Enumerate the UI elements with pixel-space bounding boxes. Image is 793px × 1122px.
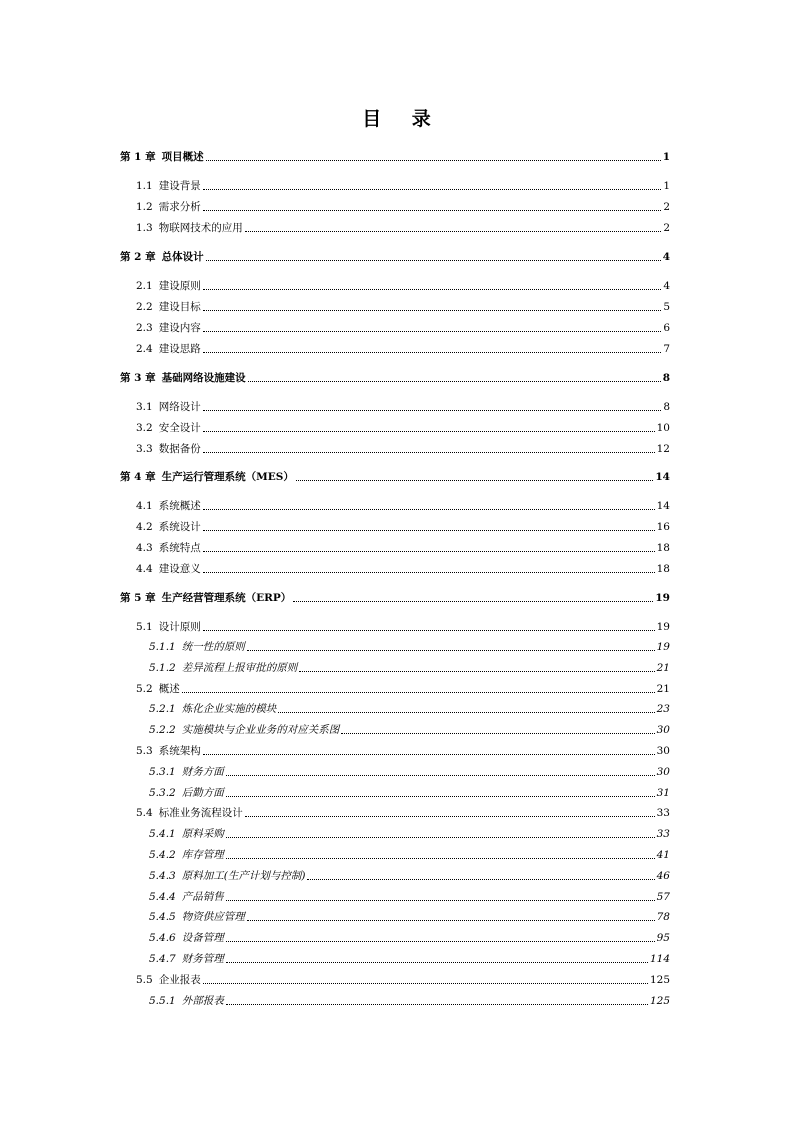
dot-leader: [245, 816, 655, 817]
toc-entry-title: 基础网络设施建设: [161, 372, 246, 384]
toc-entry-page: 14: [655, 471, 670, 483]
toc-entry-page: 18: [656, 542, 670, 554]
toc-entry-number: 1.2: [136, 201, 153, 213]
dot-leader: [203, 289, 662, 290]
toc-entry-number: 5.1.2: [149, 662, 176, 674]
toc-entry[interactable]: [136, 520, 670, 534]
toc-entry-title: 原料采购: [181, 828, 224, 840]
toc-entry-number: 第 3 章: [120, 372, 156, 384]
toc-entry-number: 4.2: [136, 521, 153, 533]
toc-entry-title: 建设目标: [158, 301, 201, 313]
toc-entry-title: 建设内容: [158, 322, 201, 334]
toc-entry[interactable]: [136, 806, 670, 820]
dot-leader: [247, 920, 655, 921]
dot-leader: [203, 509, 655, 510]
toc-entry-page: 78: [656, 911, 670, 923]
dot-leader: [203, 431, 655, 432]
toc-entry-number: 5.3: [136, 745, 153, 757]
toc-entry-title: 财务方面: [181, 766, 224, 778]
dot-leader: [203, 331, 662, 332]
toc-entry[interactable]: [149, 723, 670, 737]
toc-entry-title: 设计原则: [158, 621, 201, 633]
toc-entry-title: 后勤方面: [181, 787, 224, 799]
toc-entry-number: 2.2: [136, 301, 153, 313]
toc-entry-number: 第 4 章: [120, 471, 156, 483]
dot-leader: [203, 189, 662, 190]
toc-entry-title: 生产运行管理系统（MES）: [161, 471, 294, 483]
toc-entry-page: 7: [663, 343, 670, 355]
toc-entry-number: 5.4.2: [149, 849, 176, 861]
toc-entry[interactable]: [136, 744, 670, 758]
toc-entry[interactable]: [149, 786, 670, 800]
toc-entry-page: 23: [656, 703, 670, 715]
dot-leader: [182, 692, 655, 693]
toc-entry-page: 30: [656, 724, 670, 736]
toc-entry-title: 系统设计: [158, 521, 201, 533]
toc-entry-title: 系统概述: [158, 500, 201, 512]
toc-entry-title: 外部报表: [181, 995, 224, 1007]
toc-entry-page: 30: [656, 745, 670, 757]
toc-entry-title: 建设原则: [158, 280, 201, 292]
dot-leader: [226, 962, 648, 963]
toc-entry-number: 5.1.1: [149, 641, 176, 653]
dot-leader: [203, 452, 655, 453]
dot-leader: [245, 231, 662, 232]
toc-entry-page: 57: [656, 891, 670, 903]
toc-entry-page: 95: [656, 932, 670, 944]
toc-entry[interactable]: [136, 620, 670, 634]
toc-entry[interactable]: [149, 869, 670, 883]
toc-entry-title: 需求分析: [158, 201, 201, 213]
toc-entry[interactable]: [136, 179, 670, 193]
toc-entry-page: 6: [663, 322, 670, 334]
toc-entry-number: 1.3: [136, 222, 153, 234]
dot-leader: [307, 879, 654, 880]
toc-entry-title: 建设意义: [158, 563, 201, 575]
toc-entry-page: 4: [662, 251, 670, 263]
toc-entry[interactable]: [136, 300, 670, 314]
toc-entry-number: 4.3: [136, 542, 153, 554]
toc-entry-title: 总体设计: [161, 251, 204, 263]
dot-leader: [203, 352, 662, 353]
toc-entry[interactable]: [149, 702, 670, 716]
toc-entry-number: 5.3.1: [149, 766, 176, 778]
dot-leader: [203, 310, 662, 311]
toc-entry-number: 5.4.6: [149, 932, 176, 944]
toc-entry-title: 系统特点: [158, 542, 201, 554]
toc-entry[interactable]: [136, 562, 670, 576]
toc-entry-number: 5.2.1: [149, 703, 176, 715]
dot-leader: [226, 900, 655, 901]
toc-entry-number: 2.4: [136, 343, 153, 355]
dot-leader: [226, 796, 655, 797]
toc-entry[interactable]: [149, 848, 670, 862]
toc-entry[interactable]: [136, 200, 670, 214]
toc-entry-number: 2.3: [136, 322, 153, 334]
toc-entry[interactable]: [136, 682, 670, 696]
toc-entry-page: 2: [663, 201, 670, 213]
toc-entry-page: 31: [656, 787, 670, 799]
toc-entry-page: 41: [656, 849, 670, 861]
toc-entry[interactable]: [136, 442, 670, 456]
toc-entry-title: 数据备份: [158, 443, 201, 455]
toc-entry[interactable]: [149, 910, 670, 924]
toc-entry-title: 网络设计: [158, 401, 201, 413]
toc-entry-number: 5.2: [136, 683, 153, 695]
dot-leader: [278, 712, 654, 713]
toc-entry[interactable]: [136, 342, 670, 356]
toc-entry-number: 5.4.3: [149, 870, 176, 882]
toc-entry[interactable]: [120, 150, 670, 164]
toc-entry-page: 18: [656, 563, 670, 575]
toc-entry-page: 19: [656, 621, 670, 633]
toc-entry-title: 生产经营管理系统（ERP）: [161, 592, 292, 604]
toc-entry[interactable]: [149, 994, 670, 1008]
dot-leader: [203, 572, 655, 573]
toc-entry[interactable]: [149, 890, 670, 904]
toc-entry-page: 19: [656, 641, 670, 653]
toc-entry[interactable]: [120, 371, 670, 385]
toc-entry-title: 安全设计: [158, 422, 201, 434]
dot-leader: [226, 837, 655, 838]
toc-entry[interactable]: [136, 421, 670, 435]
toc-entry-number: 5.4.5: [149, 911, 176, 923]
toc-entry-title: 炼化企业实施的模块: [181, 703, 277, 715]
toc-entry[interactable]: [149, 765, 670, 779]
toc-entry-title: 物资供应管理: [181, 911, 245, 923]
toc-entry[interactable]: [149, 640, 670, 654]
toc-entry-number: 3.3: [136, 443, 153, 455]
toc-title: 目 录: [362, 108, 443, 130]
toc-entry[interactable]: [136, 541, 670, 555]
toc-entry-title: 差异流程上报审批的原则: [181, 662, 298, 674]
dot-leader: [203, 754, 655, 755]
toc-entry[interactable]: [136, 499, 670, 513]
toc-entry-page: 1: [662, 151, 670, 163]
toc-entry-title: 原料加工(生产计划与控制): [181, 870, 306, 882]
toc-entry-title: 项目概述: [161, 151, 204, 163]
toc-entry-number: 5.5.1: [149, 995, 176, 1007]
toc-entry-page: 33: [656, 807, 670, 819]
toc-entry-page: 12: [656, 443, 670, 455]
dot-leader: [203, 551, 655, 552]
toc-entry-number: 5.4: [136, 807, 153, 819]
toc-entry-number: 4.4: [136, 563, 153, 575]
toc-entry[interactable]: [149, 952, 670, 966]
toc-entry[interactable]: [149, 827, 670, 841]
toc-entry[interactable]: [136, 279, 670, 293]
dot-leader: [296, 480, 654, 481]
toc-entry-page: 2: [663, 222, 670, 234]
toc-entry-page: 21: [656, 683, 670, 695]
toc-entry-page: 125: [649, 974, 670, 986]
toc-entry[interactable]: [149, 931, 670, 945]
toc-entry-number: 4.1: [136, 500, 153, 512]
dot-leader: [206, 160, 661, 161]
toc-entry-number: 第 1 章: [120, 151, 156, 163]
dot-leader: [226, 941, 655, 942]
toc-entry-number: 5.1: [136, 621, 153, 633]
toc-entry-number: 5.4.1: [149, 828, 176, 840]
toc-entry-number: 1.1: [136, 180, 153, 192]
toc-entry-page: 5: [663, 301, 670, 313]
toc-entry[interactable]: [120, 591, 670, 605]
toc-entry-page: 19: [655, 592, 670, 604]
toc-entry-number: 5.4.4: [149, 891, 176, 903]
toc-entry-page: 21: [656, 662, 670, 674]
toc-entry-page: 14: [656, 500, 670, 512]
dot-leader: [203, 410, 662, 411]
toc-entry-title: 实施模块与企业业务的对应关系图: [181, 724, 340, 736]
toc-entry-number: 3.2: [136, 422, 153, 434]
dot-leader: [203, 210, 662, 211]
dot-leader: [226, 1004, 648, 1005]
toc-entry-title: 产品销售: [181, 891, 224, 903]
toc-entry-title: 设备管理: [181, 932, 224, 944]
toc-entry-title: 建设思路: [158, 343, 201, 355]
toc-entry-title: 建设背景: [158, 180, 201, 192]
toc-entry-page: 8: [662, 372, 670, 384]
toc-entry[interactable]: [120, 250, 670, 264]
toc-entry-page: 8: [663, 401, 670, 413]
toc-entry-page: 16: [656, 521, 670, 533]
toc-entry-number: 2.1: [136, 280, 153, 292]
toc-entry-title: 企业报表: [158, 974, 201, 986]
toc-entry-page: 125: [649, 995, 670, 1007]
toc-entry-page: 1: [663, 180, 670, 192]
toc-entry[interactable]: [149, 661, 670, 675]
toc-entry-title: 标准业务流程设计: [158, 807, 243, 819]
toc-entry[interactable]: [136, 400, 670, 414]
toc-entry-title: 系统架构: [158, 745, 201, 757]
dot-leader: [226, 858, 655, 859]
toc-entry[interactable]: [120, 470, 670, 484]
toc-entry-page: 46: [656, 870, 670, 882]
dot-leader: [299, 671, 654, 672]
toc-entry-title: 物联网技术的应用: [158, 222, 243, 234]
toc-entry-page: 33: [656, 828, 670, 840]
toc-entry-number: 5.2.2: [149, 724, 176, 736]
dot-leader: [293, 601, 653, 602]
toc-entry-title: 财务管理: [181, 953, 224, 965]
dot-leader: [247, 650, 655, 651]
dot-leader: [203, 630, 655, 631]
dot-leader: [203, 983, 648, 984]
toc-entry-page: 10: [656, 422, 670, 434]
dot-leader: [341, 733, 654, 734]
toc-entry-number: 第 2 章: [120, 251, 156, 263]
toc-entry-number: 第 5 章: [120, 592, 156, 604]
toc-entry-page: 114: [649, 953, 670, 965]
toc-entry-number: 5.5: [136, 974, 153, 986]
toc-entry-title: 概述: [158, 683, 180, 695]
toc-entry-number: 3.1: [136, 401, 153, 413]
toc-entry[interactable]: [136, 973, 670, 987]
dot-leader: [248, 381, 661, 382]
toc-entry-page: 4: [663, 280, 670, 292]
toc-entry-title: 统一性的原则: [181, 641, 245, 653]
dot-leader: [226, 775, 655, 776]
toc-entry[interactable]: [136, 221, 670, 235]
toc-entry-number: 5.4.7: [149, 953, 176, 965]
dot-leader: [206, 260, 661, 261]
toc-entry-title: 库存管理: [181, 849, 224, 861]
toc-entry-page: 30: [656, 766, 670, 778]
toc-entry-number: 5.3.2: [149, 787, 176, 799]
dot-leader: [203, 530, 655, 531]
toc-entry[interactable]: [136, 321, 670, 335]
